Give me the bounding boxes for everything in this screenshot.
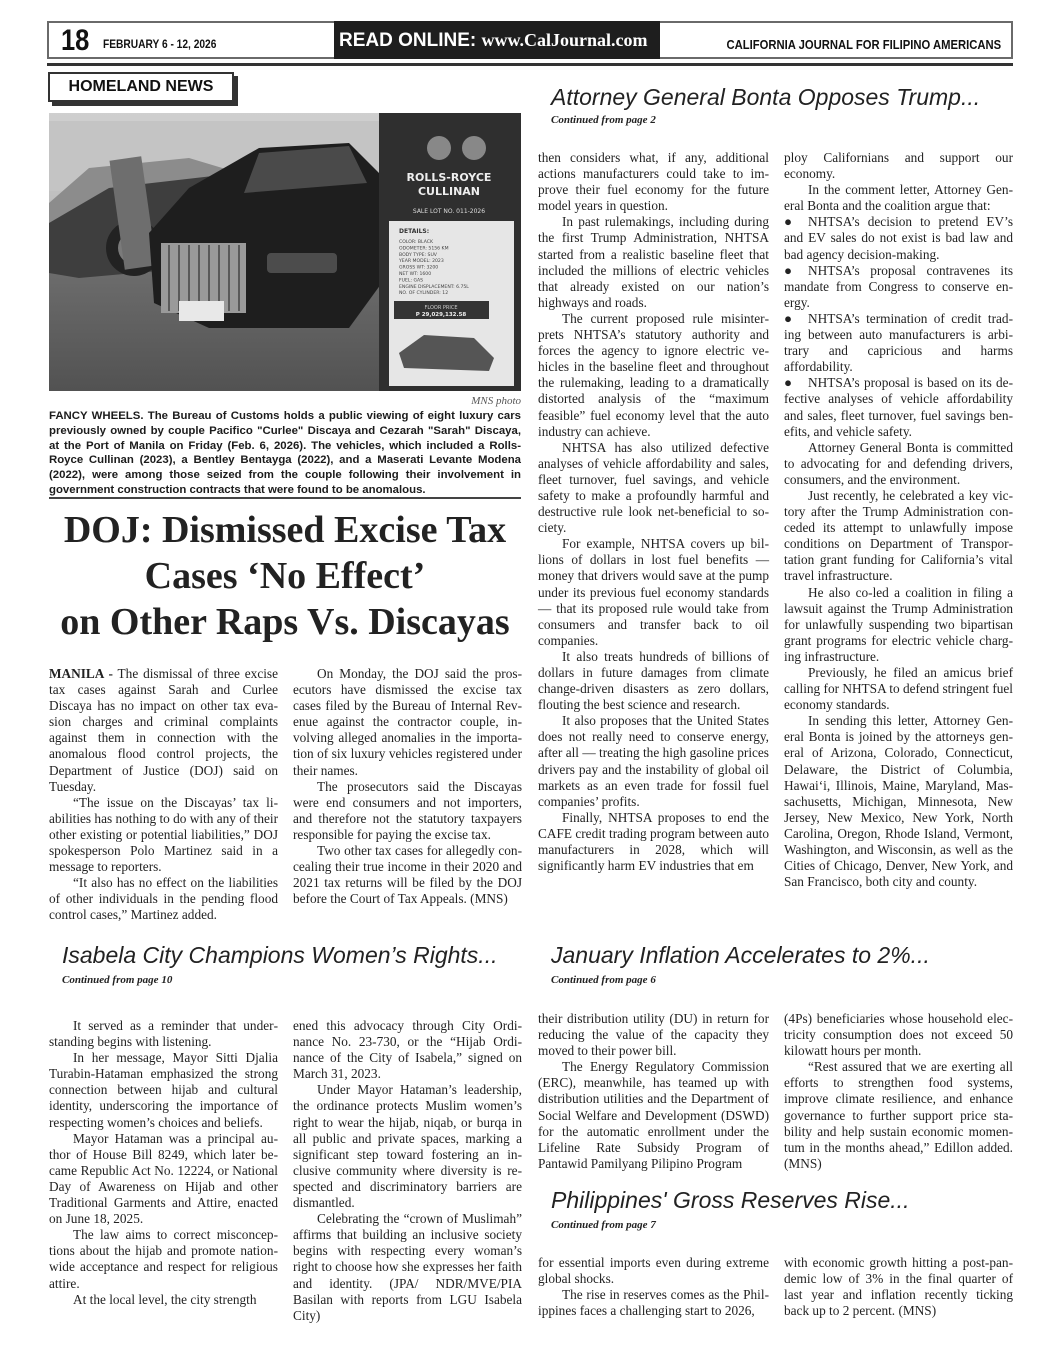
luxury-car-photo bbox=[49, 113, 521, 391]
doj-paragraph: The prosecutors said the Discayas were end consumers and not importers, and therefore not the statutory taxpayers responsible for paying the excise tax. bbox=[293, 778, 522, 842]
publication-name: CALIFORNIA JOURNAL FOR FILIPINO AMERICANS bbox=[726, 38, 1001, 52]
reserves-kicker[interactable]: Philippines' Gross Reserves Rise... bbox=[551, 1187, 910, 1213]
isabela-paragraph: At the local level, the city strength bbox=[73, 1291, 257, 1307]
bonta-continued[interactable]: Continued from page 2 bbox=[551, 114, 656, 126]
bonta-kicker[interactable]: Attorney General Bonta Opposes Trump... bbox=[551, 84, 981, 110]
section-label: HOMELAND NEWS bbox=[48, 72, 234, 102]
sign-detail-line: NO. OF CYLINDER: 12 bbox=[399, 291, 449, 297]
reserves-paragraph: with economic growth hitting a post-pandemic low of 3% in the final quarter of last year and inflation recently ticking back up to 2 percent. (MNS) bbox=[784, 1255, 1013, 1319]
bonta-paragraph: The current proposed rule misinterprets NHTSA’s statutory authority and forces the agency to ignore electric vehicles in the baseline fleet and throughout the rulemaking, leading to a dramatically distorted analysis of the “maximum feasible” fuel economy level that the auto industry can achieve. bbox=[538, 310, 769, 439]
bullet-icon: ● bbox=[784, 310, 793, 326]
bonta-paragraph: For example, NHTSA covers up billions of dollars in lost fuel benefits — money that drivers would save at the pump under its previous fuel economy standards — that its proposed rule would take from consumers and transfer back to oil companies. bbox=[538, 536, 769, 648]
isabela-kicker[interactable]: Isabela City Champions Women’s Rights... bbox=[62, 942, 498, 968]
sign-detail-line: GROSS WT: 3200 bbox=[399, 265, 439, 271]
bonta-column-1 bbox=[538, 150, 769, 874]
isabela-paragraph: Mayor Hataman was a principal author of House Bill 8249, which later became Republic Act No. 12224, or National Day of Awareness on Hijab and other Traditional Garments and Attire, enacted on June 18, 2025. bbox=[49, 1130, 278, 1227]
isabela-paragraph: ened this advocacy through City Ordinance No. 23-730, or the “Hijab Ordinance of the City of Isabela,” signed on March 31, 2023. bbox=[293, 1018, 522, 1082]
read-online-label: READ ONLINE: bbox=[339, 30, 482, 51]
inflation-paragraph: their distribution utility (DU) in return for reducing the value of the capacity they moved to their power bill. bbox=[538, 1011, 769, 1059]
bullet-item: ● NHTSA’s proposal contravenes its mandate from Congress to conserve energy. bbox=[784, 262, 1013, 310]
sign-floor-price-label: FLOOR PRICE bbox=[424, 305, 458, 311]
sign-floor-price: P 29,029,132.58 bbox=[415, 312, 467, 318]
isabela-paragraph: The law aims to correct misconceptions about the hijab and promote nationwide acceptance and respect for religious attire. bbox=[49, 1227, 278, 1291]
sign-detail-line: NET WT: 1600 bbox=[399, 272, 432, 277]
bonta-paragraph: NHTSA has also utilized defective analyses of vehicle affordability and sales, fleet turnover, fuel savings, and vehicle safety to make a profoundly harmful and destructive rule look net-beneficial to society. bbox=[538, 439, 769, 536]
inflation-column-2 bbox=[784, 1011, 1013, 1172]
bonta-paragraph: ploy Californians and support our economy. bbox=[784, 150, 1013, 182]
sign-detail-line: YEAR MODEL: 2023 bbox=[399, 259, 444, 265]
bullet-item: ● NHTSA’s proposal is based on its defective analyses of vehicle affordability and sales, fleet turnover, fuel savings benefits, and vehicle safety. bbox=[784, 375, 1013, 439]
photo-caption: FANCY WHEELS. The Bureau of Customs holds a public viewing of eight luxury cars previously owned by couple Pacifico "Curlee" Discaya and Cezarah "Sarah" Discaya, at the Port of Manila on Friday (Feb. 6, 2026). The vehicles, which included a Rolls-Royce Cullinan (2023), a Bentley Bentayga (2022), and a Maserati Levante Modena (2022), were among those seized from the couple following their involvement in government construction contracts that were found to be anomalous. bbox=[49, 410, 521, 496]
doj-headline bbox=[49, 507, 521, 645]
sign-detail-line: ODOMETER: 5156 KM bbox=[399, 246, 449, 252]
bullet-item: ● NHTSA’s decision to pretend EV’s and EV sales do not exist is bad law and bad agency decision-making. bbox=[784, 214, 1013, 262]
bonta-paragraph: In past rulemakings, including during the first Trump Administration, NHTSA started from a realistic baseline fleet that included the millions of electric vehicles that already existed on our nation’s highways and roads. bbox=[538, 214, 769, 310]
doj-paragraph: Two other tax cases for allegedly concealing their true income in their 2020 and 2021 tax returns will be filed by the DOJ before the Court of Tax Appeals. (MNS) bbox=[293, 843, 522, 907]
inflation-paragraph: The Energy Regulatory Commission (ERC), meanwhile, has teamed up with distribution utilities and the Department of Social Welfare and Development (DSWD) for the automatic enrollment under the Lifeline Rate Subsidy Program of Pantawid Pamilyang Pilipino Program bbox=[538, 1059, 769, 1171]
headline-line-2: Cases ‘No Effect’ bbox=[144, 555, 426, 597]
sign-lot: SALE LOT NO. 011-2026 bbox=[412, 208, 486, 215]
page-number: 18 bbox=[61, 24, 90, 57]
isabela-paragraph: It served as a reminder that understanding begins with listening. bbox=[49, 1018, 278, 1050]
inflation-column-1 bbox=[538, 1011, 769, 1172]
bonta-paragraph: Attorney General Bonta is committed to advocating for and defending drivers, consumers, and the environment. bbox=[784, 439, 1013, 487]
sign-details-heading: DETAILS: bbox=[399, 228, 430, 235]
bonta-column-2 bbox=[784, 150, 1013, 890]
issue-date: FEBRUARY 6 - 12, 2026 bbox=[103, 37, 217, 51]
isabela-paragraph: Celebrating the “crown of Muslimah” affirms that building an inclusive society begins with respecting every woman’s right to choose how she expresses her faith and identity. (JPA/ NDR/MVE/PIA Basilan with reports from LGU Isabela City) bbox=[293, 1211, 522, 1323]
bonta-paragraph: In sending this letter, Attorney General Bonta is joined by the attorneys general of Arizona, Colorado, Connecticut, Delaware, the District of Columbia, Hawai‘i, Illinois, Maine, Maryland, Massachusetts, Michigan, Minnesota, New Jersey, New Mexico, New York, North Carolina, Oregon, Rhode Island, Vermont, Washington, and Wisconsin, as well as the Cities of Chicago, Denver, New York, and San Francisco, both city and county. bbox=[784, 713, 1013, 890]
photo-credit: MNS photo bbox=[471, 395, 521, 407]
isabela-continued[interactable]: Continued from page 10 bbox=[62, 974, 173, 986]
bullet-icon: ● bbox=[784, 214, 793, 230]
isabela-paragraph: Under Mayor Hataman’s leadership, the ordinance protects Muslim women’s right to wear the hijab, niqab, or burqa in all public and private spaces, marking a significant step toward fostering an inclusive community where diversity is respected and discriminatory barriers are dismantled. bbox=[293, 1082, 522, 1211]
dateline: MANILA - bbox=[49, 666, 113, 681]
sign-detail-line: BODY TYPE: SUV bbox=[399, 252, 437, 258]
bonta-paragraph: then considers what, if any, additional actions manufacturers could take to improve their fuel economy for the future model years in question. bbox=[538, 150, 769, 214]
bonta-paragraph: Finally, NHTSA proposes to end the CAFE credit trading program between auto manufacturers in 2028, which will significantly harm EV industries that em bbox=[538, 809, 769, 874]
bullet-item: ● NHTSA’s termination of credit trading between auto manufacturers is arbitrary and capricious and harms affordability. bbox=[784, 310, 1013, 375]
headline-line-3: on Other Raps Vs. Discayas bbox=[60, 601, 510, 643]
sign-title-1: ROLLS-ROYCE bbox=[406, 171, 492, 184]
doj-paragraph: “It also has no effect on the liabilities of other individuals in the pending flood control cases,” Martinez added. bbox=[49, 875, 278, 923]
sign-detail-line: COLOR: BLACK bbox=[399, 240, 433, 245]
doj-paragraph: On Monday, the DOJ said the prosecutors have dismissed the excise tax cases filed by the Bureau of Internal Revenue against the contractor couple, involving alleged anomalies in the importation of six luxury vehicles registered under their names. bbox=[293, 666, 522, 778]
doj-column-2 bbox=[293, 666, 522, 907]
inflation-continued[interactable]: Continued from page 6 bbox=[551, 974, 656, 986]
doj-column-1 bbox=[49, 666, 278, 924]
doj-paragraph: MANILA - The dismissal of three excise tax cases against Sarah and Curlee Discaya has no impact on other tax evasion charges and criminal complaints against them in connection with the anomalous flood control projects, the Department of Justice (DOJ) said on Tuesday. bbox=[49, 666, 278, 794]
masthead bbox=[47, 21, 1013, 59]
reserves-column-2 bbox=[784, 1255, 1013, 1319]
doj-paragraph: “The issue on the Discayas’ tax liabilities has nothing to do with any of their other existing or potential liabilities,” DOJ spokesperson Polo Martinez said in a message to reporters. bbox=[49, 794, 278, 875]
reserves-paragraph: The rise in reserves comes as the Philippines faces a challenging start to 2026, bbox=[538, 1287, 769, 1319]
sign-title-2: CULLINAN bbox=[417, 185, 481, 198]
bonta-paragraph: Previously, he filed an amicus brief calling for NHTSA to defend stringent fuel economy standards. bbox=[784, 665, 1013, 713]
caption-rule bbox=[49, 497, 521, 499]
bonta-paragraph: It also proposes that the United States does not really need to conserve energy, after all — treating the high gasoline prices drivers pay and the instability of global oil markets as an even trade for fossil fuel companies’ profits. bbox=[538, 713, 769, 809]
news-photo bbox=[49, 113, 521, 391]
headline-line-1: DOJ: Dismissed Excise Tax bbox=[63, 509, 507, 551]
bullet-icon: ● bbox=[784, 262, 793, 278]
reserves-column-1 bbox=[538, 1255, 769, 1319]
masthead-rule bbox=[47, 63, 1013, 66]
bonta-paragraph: Just recently, he celebrated a key victory after the Trump Administration conceded its attempt to unlawfully impose conditions on Department of Transportation grant funding for California’s vital travel infrastructure. bbox=[784, 487, 1013, 584]
isabela-paragraph: In her message, Mayor Sitti Djalia Turabin-Hataman emphasized the strong connection between hijab and cultural identity, underscoring the importance of respecting women’s choices and beliefs. bbox=[49, 1050, 278, 1130]
inflation-kicker[interactable]: January Inflation Accelerates to 2%... bbox=[551, 942, 930, 968]
inflation-paragraph: “Rest assured that we are exerting all efforts to strengthen food systems, improve climate resilience, and enhance governance to further support price stability and help sustain economic momentum in the months ahead,” Edillon added. (MNS) bbox=[784, 1059, 1013, 1171]
sign-detail-line: FUEL: GAS bbox=[399, 278, 424, 284]
website-link[interactable]: www.CalJournal.com bbox=[481, 30, 648, 50]
read-online-banner bbox=[334, 21, 660, 59]
isabela-column-1 bbox=[49, 1018, 278, 1308]
reserves-continued[interactable]: Continued from page 7 bbox=[551, 1219, 656, 1231]
isabela-column-2 bbox=[293, 1018, 522, 1324]
inflation-paragraph: (4Ps) beneficiaries whose household electricity consumption does not exceed 50 kilowatt hours per month. bbox=[784, 1011, 1013, 1059]
bonta-paragraph: It also treats hundreds of billions of dollars in future damages from climate change-driven disasters as zero dollars, flouting the best science and research. bbox=[538, 648, 769, 713]
sign-detail-line: ENGINE DISPLACEMENT: 6.75L bbox=[399, 284, 469, 290]
bullet-icon: ● bbox=[784, 375, 793, 391]
bonta-paragraph: In the comment letter, Attorney General Bonta and the coalition argue that: bbox=[784, 182, 1013, 214]
bonta-paragraph: He also co-led a coalition in filing a lawsuit against the Trump Administration for unlawfully suspending two bipartisan grant programs for electric vehicle charging infrastructure. bbox=[784, 584, 1013, 664]
reserves-paragraph: for essential imports even during extreme global shocks. bbox=[538, 1255, 769, 1287]
